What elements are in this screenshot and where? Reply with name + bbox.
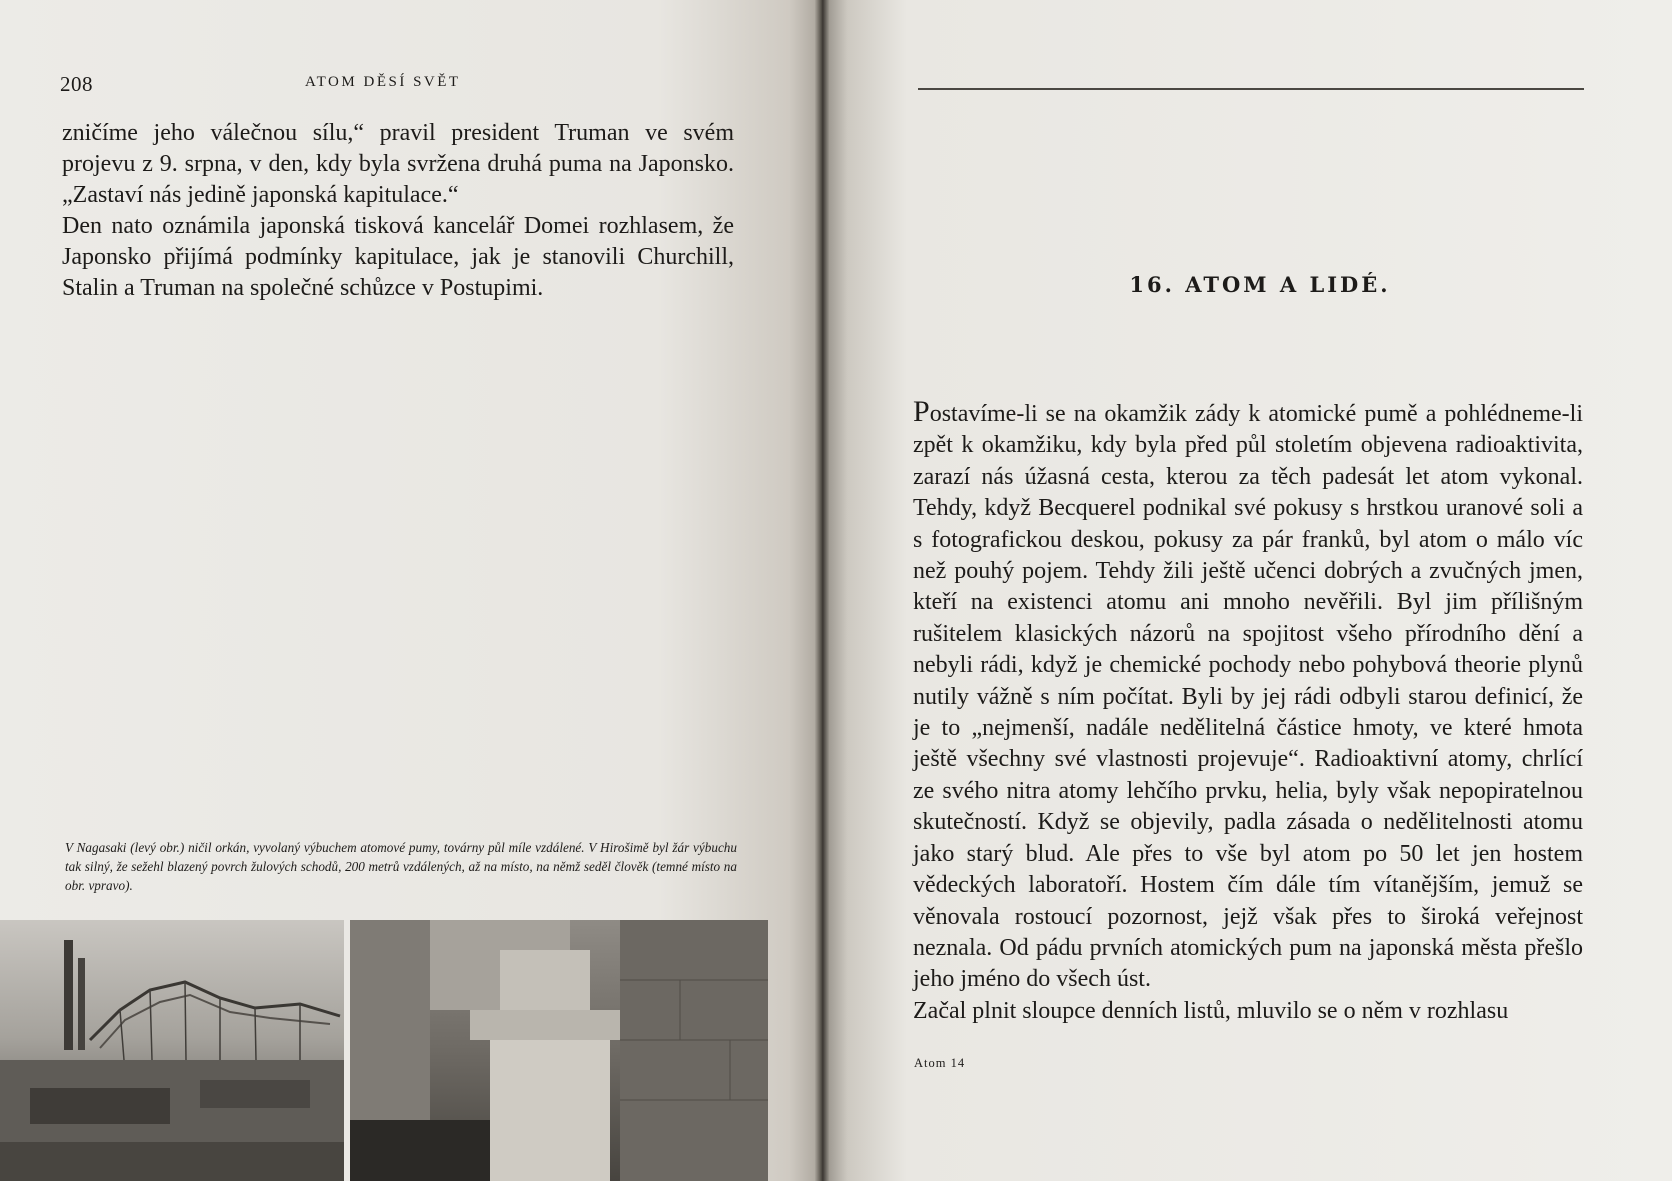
paragraph: Den nato oznámila japonská tisková kancelář Domei rozhlasem, že Japonsko přijímá podmínky kapitulace, jak je stanovili Churchill, Stalin a Truman na společné schůzce v Postupimi. [62,213,734,301]
hiroshima-steps-photo [350,920,768,1181]
paragraph: zničíme jeho válečnou sílu,“ pravil president Truman ve svém projevu z 9. srpna, v den, kdy byla svržena druhá puma na Japonsko. „Zastaví nás jedině japonská kapitulace.“ [62,120,734,208]
right-page-text [913,396,1583,1027]
chapter-title: 16. ATOM A LIDÉ. [1129,272,1391,297]
photo-caption: V Nagasaki (levý obr.) ničil orkán, vyvolaný výbuchem atomové pumy, továrny půl míle vzdálené. V Hirošimě byl žár výbuchu tak silný, že sežehl blazený povrch žulových schodů, 200 metrů vzdálených, až na místo, na němž seděl člověk (temné místo na obr. vpravo). [65,840,737,893]
photo-strip [0,920,768,1181]
left-page [0,0,822,1181]
paragraph-text: ostavíme-li se na okamžik zády k atomické pumě a pohlédneme-li zpět k okamžiku, kdy byla před půl stoletím objevena radioaktivita, zarazí nás úžasná cesta, kterou za těch padesát let atom vykonal. Tehdy, když Becquerel podnikal své pokusy s hrstkou uranové soli a s fotografickou deskou, pokusy za pár franků, byl atom o málo víc než pouhý pojem. Tehdy žili ještě učenci dobrých a zvučných jmen, kteří na existenci atomu ani mnoho nevěřili. Byl jim přílišným rušitelem klasických názorů na spojitost všeho přírodního dění a nebyli rádi, když je chemické pochody nebo pohybová theorie plynů nutily vážně s ním počítat. Byli by jej rádi odbyli starou definicí, že je to „nejmenší, nadále nedělitelná částice hmoty, ve které hmota ještě všechny své vlastnosti projevuje“. Radioaktivní atomy, chrlící ze svého nitra atomy lehčího prvku, helia, byly však nepopiratelnou skutečností. Když se objevily, padla zásada o nedělitelnosti atomu jako starý blud. Ale přes to vše byl atom po 50 let jen hostem vědeckých laboratoří. Hostem čím dále tím vítanějším, jemuž se věnovala rostoucí pozornost, jejž však přes to široká veřejnost neznala. Od pádu prvních atomických pum na japonská města přešlo jeho jméno do všech úst. [913,401,1583,993]
page-number: 208 [60,72,93,96]
running-title: ATOM DĚSÍ SVĚT [305,74,461,90]
paragraph [913,396,1583,996]
nagasaki-ruins-photo [0,920,344,1181]
book-gutter [814,0,830,1181]
left-page-text [62,118,734,304]
signature-mark: Atom 14 [914,1056,966,1070]
paragraph: Začal plnit sloupce denních listů, mluvilo se o něm v rozhlasu [913,997,1509,1024]
header-rule [918,88,1584,90]
running-head [60,72,750,102]
drop-letter: P [913,395,930,428]
